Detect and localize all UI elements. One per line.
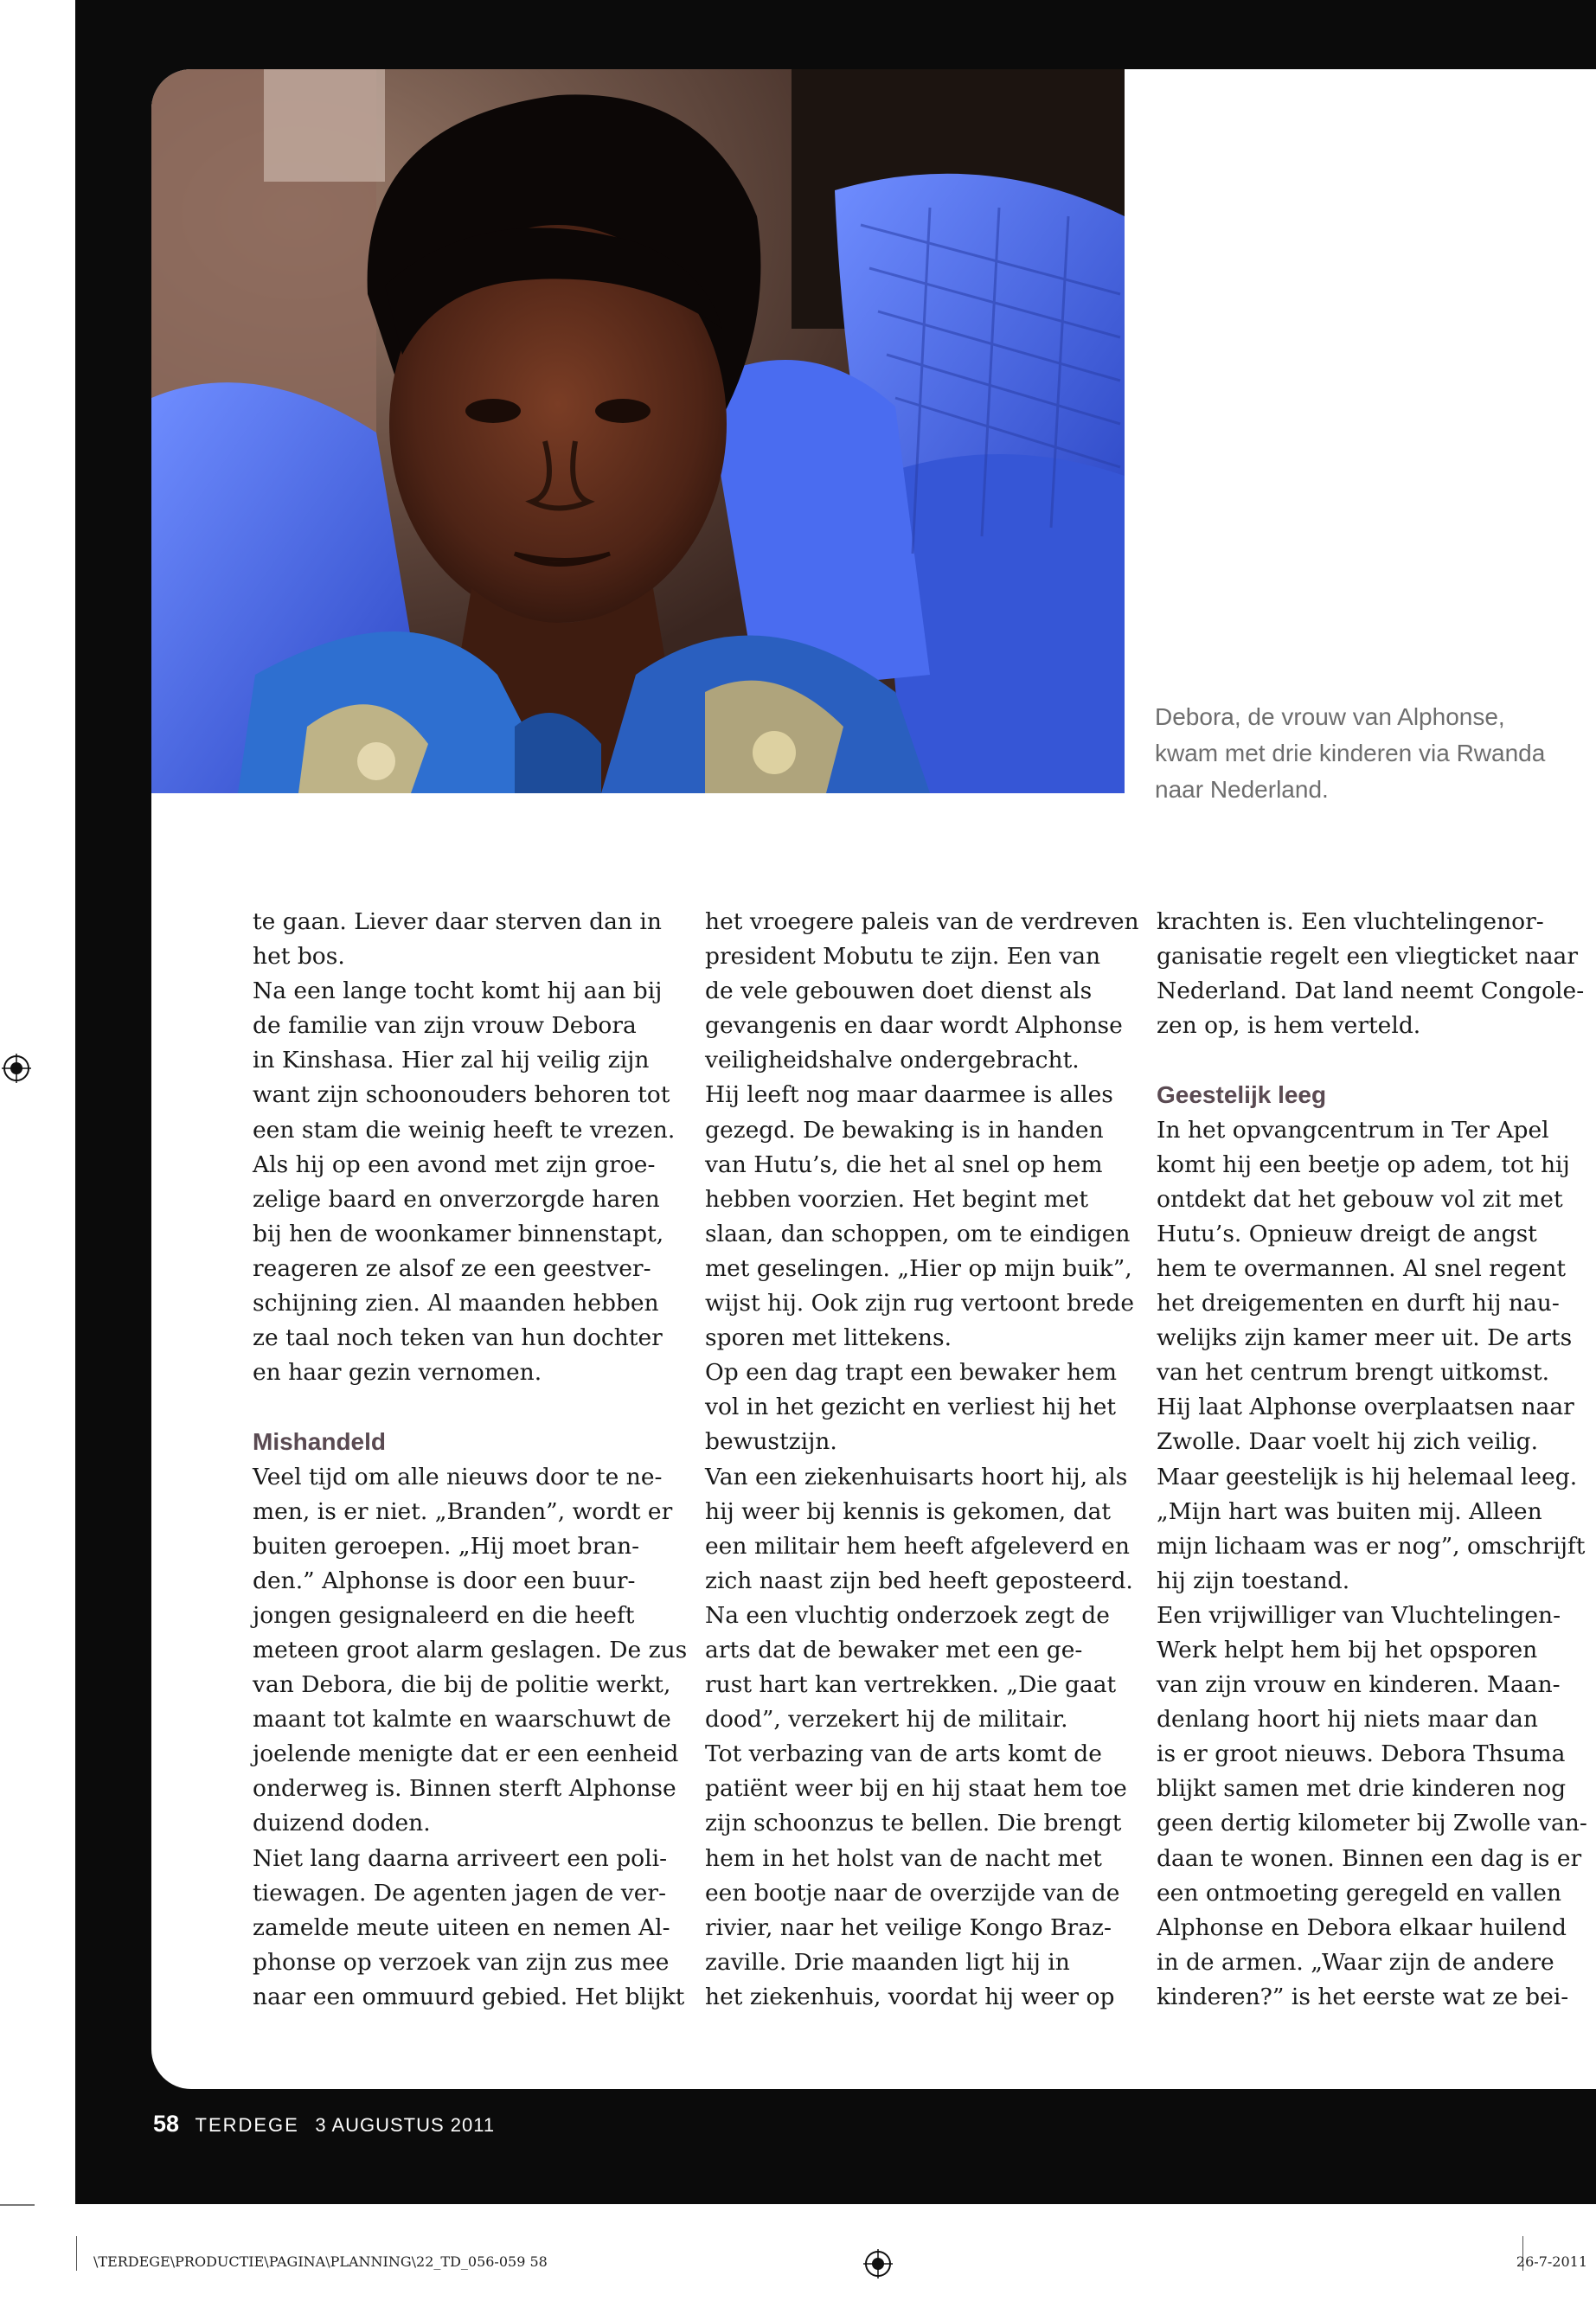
- body-text-line: onderweg is. Binnen sterft Alphonse: [253, 1775, 676, 1803]
- body-text-line: in Kinshasa. Hier zal hij veilig zijn: [253, 1047, 650, 1074]
- body-text-line: zamelde meute uiteen en nemen Al-: [253, 1913, 670, 1941]
- body-text-line: slaan, dan schoppen, om te eindigen: [705, 1220, 1131, 1247]
- body-text-line: geen dertig kilometer bij Zwolle van-: [1157, 1810, 1587, 1837]
- body-text-line: te gaan. Liever daar sterven dan in: [253, 908, 662, 935]
- body-text-line: zich naast zijn bed heeft geposteerd.: [705, 1567, 1133, 1594]
- body-text-line: arts dat de bewaker met een ge-: [705, 1636, 1083, 1663]
- body-text-line: veiligheidshalve ondergebracht.: [705, 1047, 1080, 1074]
- body-text-line: Na een vluchtig onderzoek zegt de: [705, 1601, 1110, 1629]
- body-text-line: president Mobutu te zijn. Een van: [705, 943, 1101, 971]
- article-column-1: [253, 905, 688, 2015]
- body-text-line: zijn schoonzus te bellen. Die brengt: [705, 1810, 1122, 1837]
- body-text-line: met geselingen. „Hier op mijn buik”,: [705, 1254, 1132, 1282]
- body-text-line: reageren ze alsof ze een geestver-: [253, 1254, 651, 1282]
- body-text-line: tiewagen. De agenten jagen de ver-: [253, 1879, 667, 1907]
- body-text-line: Van een ziekenhuisarts hoort hij, als: [705, 1463, 1128, 1490]
- body-text-line: Veel tijd om alle nieuws door te ne-: [253, 1463, 663, 1490]
- body-text-line: schijning zien. Al maanden hebben: [253, 1290, 659, 1317]
- body-text-line: hebben voorzien. Het begint met: [705, 1185, 1088, 1213]
- body-text-line: mijn lichaam was er nog”, omschrijft: [1157, 1532, 1586, 1560]
- body-text-line: gevangenis en daar wordt Alphonse: [705, 1012, 1123, 1040]
- body-text-line: jongen gesignaleerd en die heeft: [253, 1601, 635, 1629]
- body-text-line: duizend doden.: [253, 1810, 431, 1837]
- body-text-line: zaville. Drie maanden ligt hij in: [705, 1948, 1070, 1976]
- body-text-line: rivier, naar het veilige Kongo Braz-: [705, 1913, 1112, 1941]
- body-text-line: een bootje naar de overzijde van de: [705, 1879, 1120, 1907]
- body-text-line: den.” Alphonse is door een buur-: [253, 1567, 636, 1594]
- body-text-line: Maar geestelijk is hij helemaal leeg.: [1157, 1463, 1578, 1490]
- body-text-line: men, is er niet. „Branden”, wordt er: [253, 1497, 673, 1525]
- body-text-line: buiten geroepen. „Hij moet bran-: [253, 1532, 640, 1560]
- photo-caption: [1155, 699, 1587, 808]
- body-text-line: „Mijn hart was buiten mij. Alleen: [1157, 1497, 1542, 1525]
- crop-mark: [76, 2236, 77, 2271]
- body-text-line: denlang hoort hij niets maar dan: [1157, 1706, 1538, 1734]
- paragraph-gap: [253, 1390, 685, 1425]
- caption-line: Debora, de vrouw van Alphonse,: [1155, 703, 1505, 730]
- article-column-3: [1157, 905, 1589, 2015]
- body-text-line: Tot verbazing van de arts komt de: [705, 1740, 1102, 1768]
- page-margin: [0, 0, 75, 2204]
- body-text-line: Nederland. Dat land neemt Congole-: [1157, 977, 1585, 1005]
- body-text-line: een stam die weinig heeft te vrezen.: [253, 1116, 676, 1144]
- body-text-line: hij weer bij kennis is gekomen, dat: [705, 1497, 1112, 1525]
- body-text-line: dood”, verzekert hij de militair.: [705, 1706, 1068, 1734]
- body-text-line: Hutu’s. Opnieuw dreigt de angst: [1157, 1220, 1537, 1247]
- body-text-line: gezegd. De bewaking is in handen: [705, 1116, 1104, 1144]
- registration-mark-icon: [863, 2249, 893, 2279]
- body-text-line: zelige baard en onverzorgde haren: [253, 1185, 660, 1213]
- body-text-line: Als hij op een avond met zijn groe-: [253, 1150, 656, 1178]
- caption-line: naar Nederland.: [1155, 776, 1329, 803]
- body-text-line: krachten is. Een vluchtelingenor-: [1157, 908, 1544, 935]
- body-text-line: hem in het holst van de nacht met: [705, 1844, 1102, 1872]
- body-text-line: vol in het gezicht en verliest hij het: [705, 1394, 1117, 1421]
- body-text-line: het bos.: [253, 943, 345, 971]
- body-text-line: van Hutu’s, die het al snel op hem: [705, 1150, 1103, 1178]
- article-column-2: [705, 905, 1138, 2015]
- body-text-line: bij hen de woonkamer binnenstapt,: [253, 1220, 664, 1247]
- caption-line: kwam met drie kinderen via Rwanda: [1155, 740, 1546, 766]
- body-text-line: Alphonse en Debora elkaar huilend: [1157, 1913, 1567, 1941]
- body-text-line: daan te wonen. Binnen een dag is er: [1157, 1844, 1582, 1872]
- body-text-line: patiënt weer bij en hij staat hem toe: [705, 1775, 1127, 1803]
- body-text-line: de vele gebouwen doet dienst als: [705, 977, 1093, 1005]
- crop-mark: [0, 2204, 35, 2206]
- body-text-line: bewustzijn.: [705, 1428, 837, 1456]
- body-text-line: want zijn schoonouders behoren tot: [253, 1081, 670, 1109]
- body-text-line: en haar gezin vernomen.: [253, 1359, 542, 1387]
- body-text-line: joelende menigte dat er een eenheid: [253, 1740, 679, 1768]
- body-text-line: is er groot nieuws. Debora Thsuma: [1157, 1740, 1566, 1768]
- body-text-line: welijks zijn kamer meer uit. De arts: [1157, 1324, 1573, 1352]
- body-text-line: van zijn vrouw en kinderen. Maan-: [1157, 1671, 1561, 1699]
- body-text-line: van Debora, die bij de politie werkt,: [253, 1671, 671, 1699]
- body-text-line: zen op, is hem verteld.: [1157, 1012, 1421, 1040]
- page-number: 58: [153, 2111, 180, 2137]
- issue-date: 3 AUGUSTUS 2011: [315, 2114, 496, 2136]
- section-heading: Geestelijk leeg: [1157, 1081, 1327, 1109]
- slug-file-path: \TERDEGE\PRODUCTIE\PAGINA\PLANNING\22_TD_056-059 58: [93, 2253, 548, 2270]
- slug-date: 26-7-2011: [1516, 2253, 1587, 2270]
- paragraph-gap: [1157, 1043, 1589, 1078]
- body-text-line: een ontmoeting geregeld en vallen: [1157, 1879, 1562, 1907]
- body-text-line: het ziekenhuis, voordat hij weer op: [705, 1983, 1115, 2010]
- body-text-line: blijkt samen met drie kinderen nog: [1157, 1775, 1567, 1803]
- body-text-line: meteen groot alarm geslagen. De zus: [253, 1636, 688, 1663]
- page-footer: [153, 2111, 495, 2138]
- body-text-line: In het opvangcentrum in Ter Apel: [1157, 1116, 1549, 1144]
- body-text-line: de familie van zijn vrouw Debora: [253, 1012, 637, 1040]
- body-text-line: ze taal noch teken van hun dochter: [253, 1324, 663, 1352]
- body-text-line: Zwolle. Daar voelt hij zich veilig.: [1157, 1428, 1539, 1456]
- body-text-line: Een vrijwilliger van Vluchtelingen-: [1157, 1601, 1561, 1629]
- body-text-line: het vroegere paleis van de verdreven: [705, 908, 1139, 935]
- body-text-line: van het centrum brengt uitkomst.: [1157, 1359, 1550, 1387]
- body-text-line: een militair hem heeft afgeleverd en: [705, 1532, 1130, 1560]
- body-text-line: rust hart kan vertrekken. „Die gaat: [705, 1671, 1117, 1699]
- body-text-line: ganisatie regelt een vliegticket naar: [1157, 943, 1579, 971]
- registration-mark-icon: [2, 1054, 31, 1083]
- body-text-line: wijst hij. Ook zijn rug vertoont brede: [705, 1290, 1135, 1317]
- body-text-line: kinderen?” is het eerste wat ze bei-: [1157, 1983, 1569, 2010]
- body-text-line: Op een dag trapt een bewaker hem: [705, 1359, 1117, 1387]
- body-text-line: hem te overmannen. Al snel regent: [1157, 1254, 1566, 1282]
- body-text-line: hij zijn toestand.: [1157, 1567, 1350, 1594]
- section-heading: Mishandeld: [253, 1428, 387, 1456]
- portrait-photo: [151, 69, 1125, 793]
- body-text-line: Hij leeft nog maar daarmee is alles: [705, 1081, 1113, 1109]
- body-text-line: sporen met littekens.: [705, 1324, 952, 1352]
- body-text-line: maant tot kalmte en waarschuwt de: [253, 1706, 671, 1734]
- body-text-line: ontdekt dat het gebouw vol zit met: [1157, 1185, 1563, 1213]
- body-text-line: Na een lange tocht komt hij aan bij: [253, 977, 663, 1005]
- body-text-line: Werk helpt hem bij het opsporen: [1157, 1636, 1538, 1663]
- body-text-line: in de armen. „Waar zijn de andere: [1157, 1948, 1554, 1976]
- body-text-line: komt hij een beetje op adem, tot hij: [1157, 1150, 1570, 1178]
- publication-name: TERDEGE: [195, 2114, 299, 2136]
- body-text-line: phonse op verzoek van zijn zus mee: [253, 1948, 670, 1976]
- body-text-line: Hij laat Alphonse overplaatsen naar: [1157, 1394, 1574, 1421]
- portrait-photo-illustration: [151, 69, 1125, 793]
- body-text-line: Niet lang daarna arriveert een poli-: [253, 1844, 668, 1872]
- body-text-line: naar een ommuurd gebied. Het blijkt: [253, 1983, 685, 2010]
- body-text-line: het dreigementen en durft hij nau-: [1157, 1290, 1560, 1317]
